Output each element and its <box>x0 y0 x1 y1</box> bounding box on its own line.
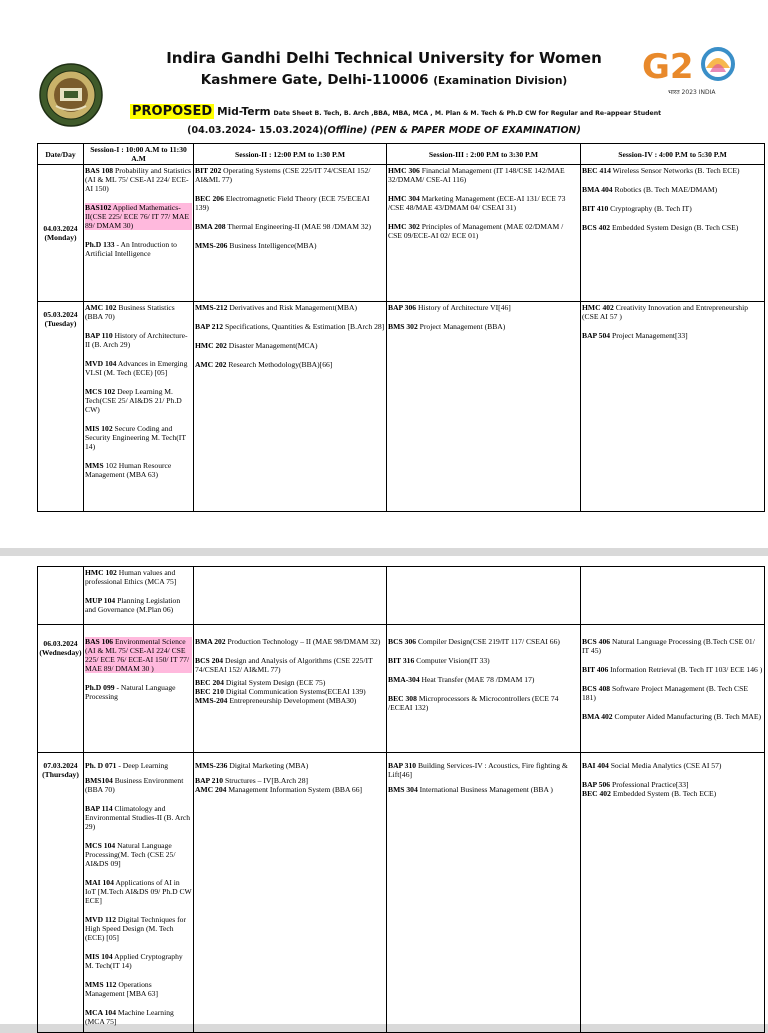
exam-entry <box>85 387 192 414</box>
subject-name: History of Architecture VI[46] <box>417 303 511 312</box>
subject-name: Embedded System Design (B. Tech CSE) <box>611 223 739 232</box>
exam-entry <box>195 341 385 350</box>
subject-code: BEC 414 <box>582 166 611 175</box>
subject-name: Production Technology – II (MAE 98/DMAM 32) <box>227 637 381 646</box>
exam-entry <box>195 785 385 794</box>
subject-name: Business Statistics (BBA 70) <box>85 303 175 321</box>
exam-entry <box>195 241 385 250</box>
subject-name: Digital System Design (ECE 75) <box>225 678 326 687</box>
subject-code: BMA 208 <box>195 222 226 231</box>
subject-code: HMC 102 <box>85 568 117 577</box>
exam-entry <box>582 684 763 702</box>
subject-name: Digital Communication Systems(ECEAI 139) <box>225 687 366 696</box>
subject-name: Building Services-IV : Acoustics, Fire fighting & Lift[46] <box>388 761 568 779</box>
subject-name: Heat Transfer (MAE 78 /DMAM 17) <box>421 675 535 684</box>
day-value: (Wednesday) <box>39 648 82 657</box>
subject-name: Entrepreneurship Development (MBA30) <box>229 696 357 705</box>
subject-name: Financial Management (IT 148/CSE 142/MAE 32/DMAM/ CSE-AI 116) <box>388 166 565 184</box>
subject-code: MCS 104 <box>85 841 116 850</box>
exam-dates <box>0 125 768 136</box>
exam-entry <box>85 461 192 479</box>
g20-subtext: भारत 2023 INDIA <box>668 89 716 96</box>
subject-name: International Business Management (BBA ) <box>419 785 553 794</box>
session-cell <box>581 753 765 1033</box>
subject-code: BMS 302 <box>388 322 418 331</box>
subject-code: BEC 308 <box>388 694 417 703</box>
exam-entry <box>582 712 763 721</box>
exam-entry <box>582 204 763 213</box>
subject-code: BAP 114 <box>85 804 113 813</box>
exam-entry <box>85 331 192 349</box>
exam-entry <box>85 915 192 942</box>
exam-entry <box>85 761 192 770</box>
exam-entry <box>388 194 579 212</box>
subject-code: HMC 202 <box>195 341 227 350</box>
subject-code: BEC 206 <box>195 194 224 203</box>
exam-entry <box>582 185 763 194</box>
subject-name: Applied Cryptography M. Tech(IT 14) <box>85 952 183 970</box>
date-cell <box>38 302 84 512</box>
subject-name: Professional Practice[33] <box>611 780 689 789</box>
subject-code: BAS 108 <box>85 166 114 175</box>
exam-entry <box>195 696 385 705</box>
subject-name: Specifications, Quantities & Estimation [B.Arch 28] <box>224 322 385 331</box>
subject-name: Machine Learning (MCA 75] <box>85 1008 174 1026</box>
svg-text:G2: G2 <box>642 47 694 87</box>
exam-entry <box>388 785 579 794</box>
subject-name: Planning Legislation and Governance (M.Plan 06) <box>85 596 181 614</box>
subject-code: MMS-236 <box>195 761 228 770</box>
exam-entry <box>85 683 192 701</box>
exam-entry <box>85 841 192 868</box>
exam-entry <box>85 303 192 321</box>
exam-entry <box>582 303 763 321</box>
exam-entry <box>582 780 763 789</box>
subject-code: BMS 304 <box>388 785 418 794</box>
column-header-session-4: Session-IV : 4:00 P.M to 5:30 P.M <box>581 144 765 165</box>
subject-name: Structures – IV[B.Arch 28] <box>224 776 309 785</box>
session-cell <box>194 302 387 512</box>
subject-name: - Deep Learning <box>118 761 169 770</box>
session-cell <box>581 625 765 753</box>
subject-code: BAP 506 <box>582 780 611 789</box>
subject-code: BAP 212 <box>195 322 224 331</box>
subject-code: AMC 102 <box>85 303 117 312</box>
exam-entry <box>388 675 579 684</box>
exam-entry-highlighted <box>85 637 192 673</box>
subject-name: Research Methodology(BBA)[66] <box>228 360 333 369</box>
subject-name: Marketing Management (ECE-AI 131/ ECE 73 /CSE 48/MAE 43/DMAM 04/ CSEAI 31) <box>388 194 566 212</box>
session-cell <box>387 753 581 1033</box>
exam-entry <box>85 596 192 614</box>
exam-entry <box>195 761 385 770</box>
exam-mode: (Offline) (PEN & PAPER MODE OF EXAMINATION) <box>323 125 581 136</box>
subject-name: Natural Language Processing(M. Tech (CSE 25/ AI&DS 09] <box>85 841 176 868</box>
subject-code: Ph.D 133 <box>85 240 115 249</box>
session-cell <box>387 302 581 512</box>
subject-code: MMS <box>85 461 104 470</box>
subject-name: Computer Vision(IT 33) <box>416 656 490 665</box>
university-name: Indira Gandhi Delhi Technical University for Women <box>166 49 602 67</box>
subject-code: BAP 306 <box>388 303 417 312</box>
session-cell <box>84 165 194 302</box>
subject-name: Principles of Management (MAE 02/DMAM / CSE 09/ECE-AI 02/ ECE 01) <box>388 222 564 240</box>
proposed-label: PROPOSED <box>132 104 213 119</box>
subject-code: AMC 204 <box>195 785 227 794</box>
subject-code: MCA 104 <box>85 1008 117 1017</box>
table-row <box>38 567 765 625</box>
subject-name: Robotics (B. Tech MAE/DMAM) <box>614 185 718 194</box>
subject-code: BAP 110 <box>85 331 113 340</box>
exam-entry <box>195 678 385 687</box>
session-cell <box>194 625 387 753</box>
subject-name: Embedded System (B. Tech ECE) <box>612 789 717 798</box>
date-cell <box>38 753 84 1033</box>
exam-entry <box>85 240 192 258</box>
subject-code: BCS 408 <box>582 684 611 693</box>
subject-code: BAP 310 <box>388 761 417 770</box>
column-header-session-2: Session-II : 12:00 P.M to 1:30 P.M <box>194 144 387 165</box>
exam-entry <box>582 665 763 674</box>
date-range: (04.03.2024- 15.03.2024) <box>187 125 324 136</box>
subject-name: Microprocessors & Microcontrollers (ECE 74 /ECEAI 132) <box>388 694 559 712</box>
university-address <box>0 72 768 88</box>
subject-name: Climatology and Environmental Studies-II (B. Arch 29) <box>85 804 191 831</box>
exam-entry <box>85 776 192 794</box>
exam-entry <box>582 637 763 655</box>
subject-name: - An Introduction to Artificial Intelligence <box>85 240 177 258</box>
session-cell <box>84 753 194 1033</box>
subject-name: Electromagnetic Field Theory (ECE 75/ECEAI 139) <box>195 194 370 212</box>
subject-name: Management Information System (BBA 66] <box>228 785 363 794</box>
subject-name: Software Project Management (B. Tech CSE 181) <box>582 684 748 702</box>
subject-code: BAI 404 <box>582 761 609 770</box>
subject-code: Ph. D 071 <box>85 761 117 770</box>
exam-entry <box>195 322 385 331</box>
day-value: (Tuesday) <box>44 319 77 328</box>
session-cell <box>194 567 387 625</box>
subject-name: Information Retrieval (B. Tech IT 103/ ECE 146 ) <box>610 665 763 674</box>
subject-code: BMA 202 <box>195 637 226 646</box>
column-header-session-1: Session-I : 10:00 A.M to 11:30 A.M <box>84 144 194 165</box>
subject-code: BIT 410 <box>582 204 609 213</box>
datesheet-table-1 <box>37 143 765 512</box>
session-cell <box>84 625 194 753</box>
exam-entry <box>85 424 192 451</box>
session-cell <box>84 302 194 512</box>
subject-code: BCS 402 <box>582 223 611 232</box>
subject-name: Design and Analysis of Algorithms (CSE 225/IT 74/CSEAI 152/ AI&ML 77) <box>195 656 373 674</box>
subject-name: Probability and Statistics (AI & ML 75/ CSE-AI 224/ ECE-AI 150) <box>85 166 191 193</box>
midterm-label: Mid-Term <box>217 106 271 118</box>
table-row <box>38 753 765 1033</box>
session-cell <box>387 165 581 302</box>
subject-name: Applications of AI in IoT [M.Tech AI&DS 09/ Ph.D CW ECE] <box>85 878 192 905</box>
exam-entry <box>85 952 192 970</box>
subject-name: Disaster Management(MCA) <box>228 341 318 350</box>
subject-name: Cryptography (B. Tech IT) <box>610 204 692 213</box>
subject-code: MIS 102 <box>85 424 113 433</box>
subject-code: BCS 204 <box>195 656 224 665</box>
subject-name: Wireless Sensor Networks (B. Tech ECE) <box>612 166 740 175</box>
session-cell <box>387 567 581 625</box>
exam-entry <box>85 166 192 193</box>
subject-code: BAP 504 <box>582 331 611 340</box>
exam-entry <box>195 166 385 184</box>
exam-entry <box>388 656 579 665</box>
subject-code: MMS-212 <box>195 303 228 312</box>
subject-name: Business Intelligence(MBA) <box>229 241 317 250</box>
subject-code: MVD 104 <box>85 359 117 368</box>
session-cell <box>581 302 765 512</box>
subject-code: BEC 402 <box>582 789 611 798</box>
exam-entry <box>195 303 385 312</box>
subject-name: Compiler Design(CSE 219/IT 117/ CSEAI 66) <box>417 637 560 646</box>
subject-name: 102 Human Resource Management (MBA 63) <box>85 461 172 479</box>
subject-code: BMA-304 <box>388 675 420 684</box>
subject-code: BIT 202 <box>195 166 222 175</box>
subject-code: BMA 402 <box>582 712 613 721</box>
exam-entry <box>582 166 763 175</box>
division-text: (Examination Division) <box>433 75 568 87</box>
exam-entry <box>195 194 385 212</box>
date-cell <box>38 625 84 753</box>
session-cell <box>581 567 765 625</box>
subject-code: AMC 202 <box>195 360 227 369</box>
day-value: (Monday) <box>44 233 77 242</box>
subject-code: BCS 406 <box>582 637 611 646</box>
subject-name: Social Media Analytics (CSE AI 57) <box>610 761 722 770</box>
subject-name: Project Management (BBA) <box>419 322 506 331</box>
exam-entry <box>85 359 192 377</box>
exam-entry <box>582 223 763 232</box>
session-cell <box>387 625 581 753</box>
subject-name: Applied Mathematics-II(CSE 225/ ECE 76/ IT 77/ MAE 89/ DMAM 30) <box>85 203 190 230</box>
exam-entry <box>388 637 579 646</box>
address-text: Kashmere Gate, Delhi-110006 <box>200 72 429 88</box>
date-value: 07.03.2024 <box>43 761 78 770</box>
exam-entry <box>195 222 385 231</box>
subject-name: Digital Techniques for High Speed Design (M. Tech (ECE) [05] <box>85 915 186 942</box>
exam-entry <box>85 1008 192 1026</box>
subject-name: Creativity Innovation and Entrepreneurship (CSE AI 57 ) <box>582 303 748 321</box>
subject-code: MMS 112 <box>85 980 117 989</box>
exam-entry-highlighted <box>85 203 192 230</box>
exam-entry <box>85 568 192 586</box>
exam-entry <box>388 303 579 312</box>
exam-entry <box>388 322 579 331</box>
subject-code: BAS 106 <box>85 637 114 646</box>
subject-name: Natural Language Processing (B.Tech CSE 01/ IT 45) <box>582 637 755 655</box>
subject-name: History of Architecture-II (B. Arch 29) <box>85 331 188 349</box>
date-value: 06.03.2024 <box>43 639 78 648</box>
exam-entry <box>195 687 385 696</box>
exam-entry <box>388 166 579 184</box>
subject-name: Project Management[33] <box>611 331 688 340</box>
exam-entry <box>388 222 579 240</box>
subject-code: BMA 404 <box>582 185 613 194</box>
subject-name: Digital Marketing (MBA) <box>229 761 309 770</box>
subject-name: Deep Learning M. Tech(CSE 25/ AI&DS 21/ Ph.D CW) <box>85 387 182 414</box>
datesheet-table-2 <box>37 566 765 1033</box>
exam-entry <box>195 656 385 674</box>
subject-code: BIT 316 <box>388 656 415 665</box>
subject-code: BMS104 <box>85 776 113 785</box>
subject-name: Advances in Emerging VLSI (M. Tech (ECE) [05] <box>85 359 188 377</box>
session-cell <box>194 753 387 1033</box>
date-value: 05.03.2024 <box>43 310 78 319</box>
subject-name: Human values and professional Ethics (MCA 75] <box>85 568 177 586</box>
document-header <box>0 0 768 145</box>
exam-entry <box>388 694 579 712</box>
column-header-date: Date/Day <box>38 144 84 165</box>
subject-name: Derivatives and Risk Management(MBA) <box>229 303 357 312</box>
datesheet-title <box>130 104 661 119</box>
subject-code: HMC 306 <box>388 166 420 175</box>
subject-code: MMS-206 <box>195 241 228 250</box>
exam-entry <box>85 804 192 831</box>
exam-entry <box>85 878 192 905</box>
subject-name: - Natural Language Processing <box>85 683 176 701</box>
exam-entry <box>195 637 385 646</box>
subject-code: MVD 112 <box>85 915 117 924</box>
subject-name: Computer Aided Manufacturing (B. Tech MAE) <box>614 712 762 721</box>
exam-entry <box>85 980 192 998</box>
subject-name: Business Environment (BBA 70) <box>85 776 184 794</box>
subject-code: MCS 102 <box>85 387 116 396</box>
table-row <box>38 302 765 512</box>
subject-code: MIS 104 <box>85 952 113 961</box>
exam-entry <box>582 789 763 798</box>
subject-code: HMC 402 <box>582 303 614 312</box>
subject-code: HMC 302 <box>388 222 420 231</box>
subject-name: Operations Management [MBA 63] <box>85 980 158 998</box>
session-cell <box>194 165 387 302</box>
subject-code: BEC 210 <box>195 687 224 696</box>
exam-entry <box>195 776 385 785</box>
subject-code: MUP 104 <box>85 596 116 605</box>
table-row <box>38 165 765 302</box>
subject-name: Operating Systems (CSE 225/IT 74/CSEAI 152/ AI&ML 77) <box>195 166 371 184</box>
date-value: 04.03.2024 <box>43 224 78 233</box>
date-cell <box>38 165 84 302</box>
exam-entry <box>388 761 579 779</box>
subject-name: Thermal Engineering-II (MAE 98 /DMAM 32) <box>227 222 371 231</box>
column-header-session-3: Session-III : 2:00 P.M to 3:30 P.M <box>387 144 581 165</box>
exam-entry <box>582 761 763 770</box>
exam-entry <box>582 331 763 340</box>
subject-code: MAI 104 <box>85 878 114 887</box>
datesheet-subtitle: Date Sheet B. Tech, B. Arch ,BBA, MBA, MCA , M. Plan & M. Tech & Ph.D CW for Regular and Re-appear Student <box>273 110 662 117</box>
session-cell <box>84 567 194 625</box>
subject-name: Secure Coding and Security Engineering M. Tech(IT 14) <box>85 424 186 451</box>
subject-code: BAS102 <box>85 203 112 212</box>
subject-code: BCS 306 <box>388 637 417 646</box>
subject-code: BEC 204 <box>195 678 224 687</box>
subject-code: MMS-204 <box>195 696 228 705</box>
date-cell <box>38 567 84 625</box>
subject-code: BAP 210 <box>195 776 224 785</box>
day-value: (Thursday) <box>42 770 79 779</box>
page-2 <box>0 556 768 1024</box>
subject-code: HMC 304 <box>388 194 420 203</box>
subject-name: Environmental Science (AI & ML 75/ CSE-AI 224/ CSE 225/ ECE 76/ ECE-AI 150/ IT 77/ MAE 89/ DMAM 30 ) <box>85 637 190 673</box>
subject-code: Ph.D 099 <box>85 683 115 692</box>
subject-code: BIT 406 <box>582 665 609 674</box>
table-row <box>38 625 765 753</box>
exam-entry <box>195 360 385 369</box>
session-cell <box>581 165 765 302</box>
